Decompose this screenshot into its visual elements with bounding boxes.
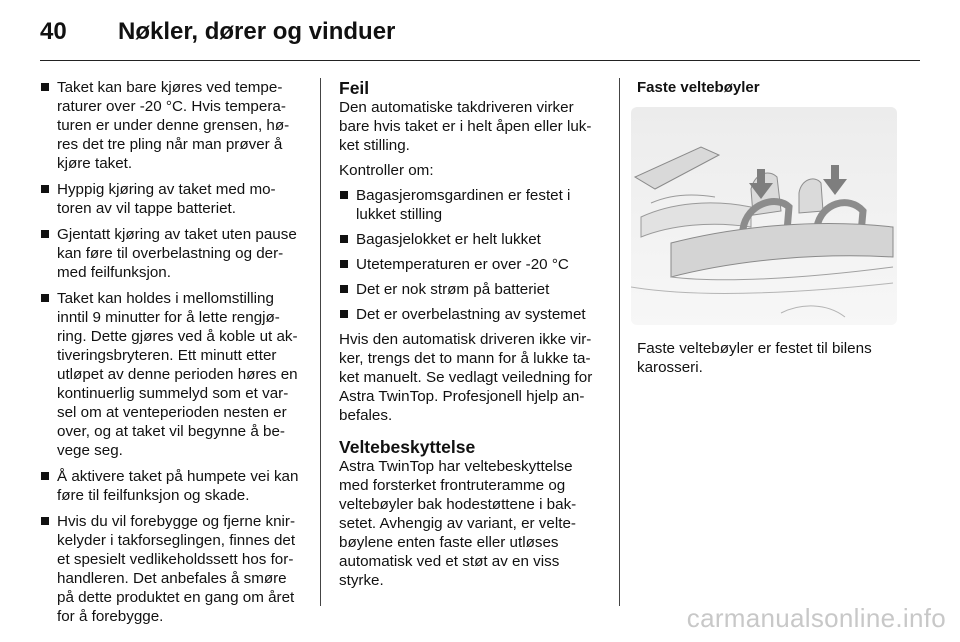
figure-caption: Faste veltebøyler er festet til bilens karosseri. <box>637 340 872 376</box>
column-divider-2 <box>619 78 620 606</box>
rollover-text: Astra TwinTop har veltebeskyttelse med forsterket frontruteramme og veltebøyler bak hodestøttene i bak-setet. Avhengig av variant, er velte-bøylene enten faste eller utløses automatisk ved et støt av en viss styrke. <box>339 458 577 589</box>
column-divider-1 <box>320 78 321 606</box>
page-header <box>40 18 920 54</box>
convertible-rollbar-illustration <box>631 107 897 325</box>
list-item: Det er nok strøm på batteriet <box>339 280 603 299</box>
page-number: 40 <box>40 18 67 45</box>
watermark: carmanualsonline.info <box>686 603 946 633</box>
header-rule <box>40 60 920 61</box>
check-intro: Kontroller om: <box>339 162 434 179</box>
list-item: Taket kan bare kjøres ved tempe-raturer over -20 °C. Hvis tempera-turen er under denne grensen, hø-res det tre pling når man prøver å kjøre taket. <box>40 78 302 173</box>
manual-text: Hvis den automatisk driveren ikke vir-ker, trengs det to mann for å lukke ta-ket manuelt. Se vedlagt veiledning for Astra TwinTop. Profesjonell hjelp an-befales. <box>339 331 593 424</box>
list-item: Gjentatt kjøring av taket uten pause kan føre til overbelastning og der-med feilfunksjon. <box>40 225 302 282</box>
list-item: Å aktivere taket på humpete vei kan føre til feilfunksjon og skade. <box>40 467 302 505</box>
fault-text: Den automatiske takdriveren virker bare hvis taket er i helt åpen eller luk-ket stilling. <box>339 99 592 154</box>
fixed-rollbars-heading: Faste veltebøyler <box>637 79 760 96</box>
list-item: Utetemperaturen er over -20 °C <box>339 255 603 274</box>
list-item: Hyppig kjøring av taket med mo-toren av vil tappe batteriet. <box>40 180 302 218</box>
rollbar-icon <box>631 107 897 325</box>
list-item: Det er overbelastning av systemet <box>339 305 603 324</box>
chapter-title: Nøkler, dører og vinduer <box>118 18 396 45</box>
column-2 <box>339 78 603 596</box>
list-item: Hvis du vil forebygge og fjerne knir-kelyder i takforseglingen, finnes det et spesielt vedlikeholdssett hos for-handleren. Det anbefales å smøre på dette produktet en gang om året for å forebygge. <box>40 512 302 626</box>
rollover-heading: Veltebeskyttelse <box>339 437 476 457</box>
column-1 <box>40 78 302 633</box>
check-list <box>339 186 603 324</box>
notes-list <box>40 78 302 626</box>
fault-heading: Feil <box>339 78 370 98</box>
list-item: Bagasjeromsgardinen er festet i lukket stilling <box>339 186 603 224</box>
list-item: Bagasjelokket er helt lukket <box>339 230 603 249</box>
list-item: Taket kan holdes i mellomstilling inntil 9 minutter for å lette rengjø-ring. Dette gjøres ved å koble ut ak-tiveringsbryteren. Ett minutt etter utløpet av denne perioden høres en kontinuerlig summelyd som et var-sel om at venteperioden nesten er over, og at taket vil begynne å be-vege seg. <box>40 289 302 460</box>
column-3 <box>637 78 903 383</box>
